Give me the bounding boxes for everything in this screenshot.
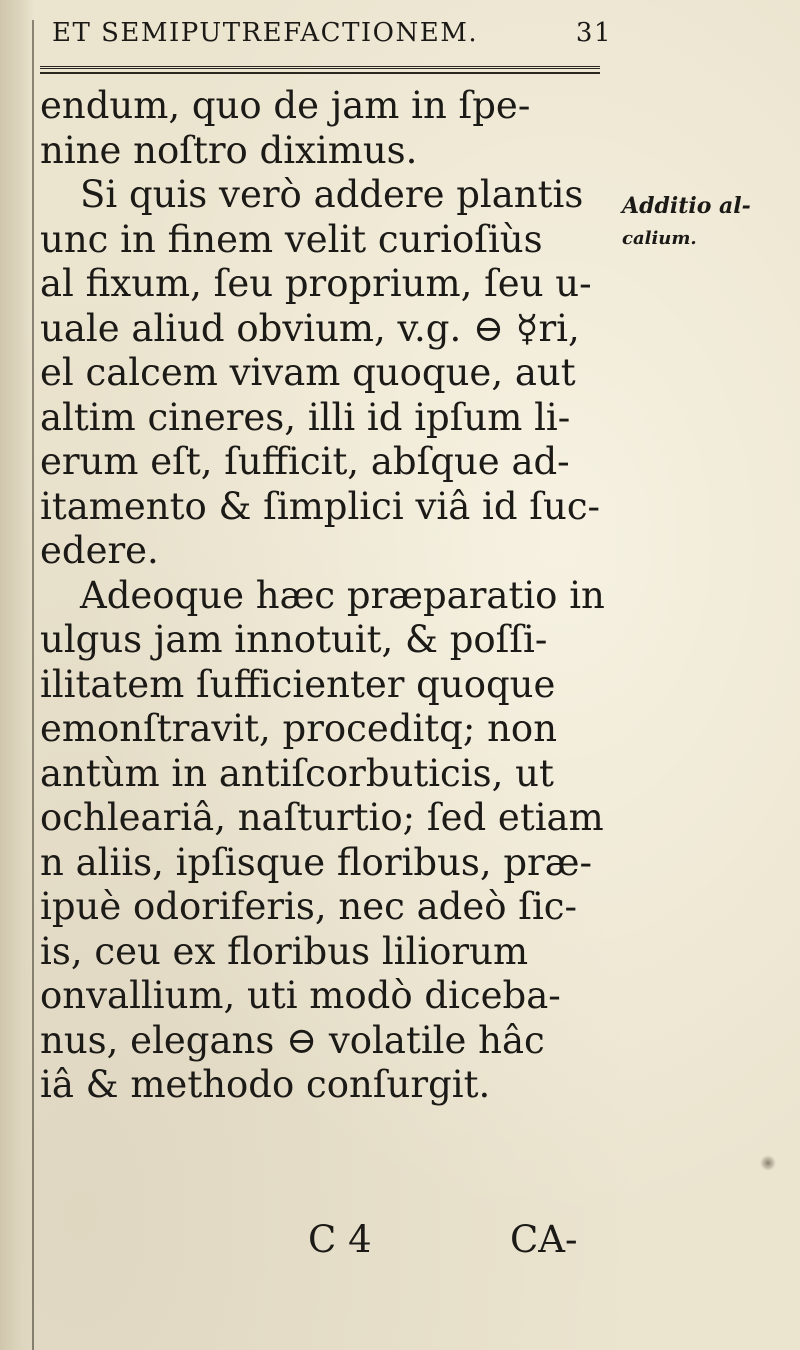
text-line: edere.	[40, 529, 159, 572]
text-line: onvallium, uti modò diceba-	[40, 974, 561, 1017]
text-line: uale aliud obvium, v.g. ⊖ ☿ri,	[40, 306, 580, 350]
text-line: nus, elegans ⊖ volatile hâc	[40, 1018, 545, 1062]
text-line: altim cineres, illi id ipſum li-	[40, 395, 571, 439]
text-line: emonſtravit, proceditq; non	[40, 707, 558, 750]
margin-note-line: calium.	[622, 228, 697, 249]
text-line: antùm in antiſcorbuticis, ut	[40, 751, 554, 795]
text-line: unc in finem velit curioſiùs	[40, 217, 543, 261]
page-gutter	[0, 0, 34, 1350]
body-text	[40, 84, 620, 1108]
text-line: ilitatem ſufficienter quoque	[40, 662, 556, 706]
text-line: iâ & methodo conſurgit.	[40, 1063, 491, 1106]
page-number: 31	[575, 18, 612, 48]
running-title: ET SEMIPUTREFACTIONEM.	[52, 18, 479, 48]
text-line: Si quis verò addere plantis	[80, 173, 584, 216]
margin-note-line: Additio al-	[622, 193, 751, 219]
header-rule	[40, 66, 600, 69]
header-rule-lower	[40, 72, 600, 74]
gutter-edge-line	[32, 20, 34, 1350]
text-line: ulgus jam innotuit, & poſſi-	[40, 618, 548, 661]
text-line: ipuè odoriferis, nec adeò ſic-	[40, 885, 578, 928]
catchword: CA-	[510, 1218, 578, 1261]
page-footer	[80, 1218, 620, 1268]
signature-mark: C 4	[308, 1218, 372, 1261]
text-line: el calcem vivam quoque, aut	[40, 351, 576, 394]
text-line: nine noſtro diximus.	[40, 128, 418, 172]
text-line: ochleariâ, naſturtio; ſed etiam	[40, 796, 604, 839]
text-line: itamento & ſimplici viâ id ſuc-	[40, 484, 601, 528]
text-line: Adeoque hæc præparatio in	[80, 573, 605, 617]
text-line: n aliis, ipſisque floribus, præ-	[40, 840, 593, 884]
paper-stain	[760, 1155, 776, 1171]
text-line: erum eſt, ſufficit, abſque ad-	[40, 440, 570, 483]
running-header	[52, 18, 612, 58]
text-line: is, ceu ex floribus liliorum	[40, 929, 529, 973]
margin-note	[622, 188, 800, 254]
text-line: endum, quo de jam in ſpe-	[40, 84, 531, 127]
text-line: al fixum, ſeu proprium, ſeu u-	[40, 262, 592, 305]
